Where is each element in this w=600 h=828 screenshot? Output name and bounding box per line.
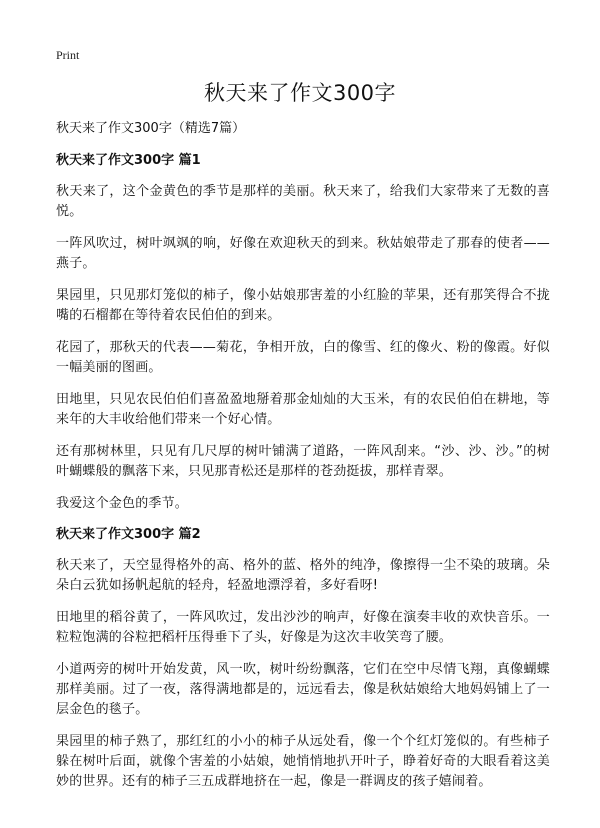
paragraph: 果园里，只见那灯笼似的柿子，像小姑娘那害羞的小红脸的苹果，还有那笑得合不拢嘴的石榴都在等待着农民伯伯的到来。 bbox=[56, 288, 550, 323]
page-title: 秋天来了作文300字 bbox=[203, 81, 397, 105]
paragraph: 还有那树林里，只见有几尺厚的树叶铺满了道路，一阵风刮来。“沙、沙、沙。”的树叶蝴蝶般的飘落下来，只见那青松还是那样的苍劲挺拔，那样青翠。 bbox=[56, 444, 550, 479]
paragraph: 田地里，只见农民伯伯们喜盈盈地掰着那金灿灿的大玉米，有的农民伯伯在耕地，等来年的大丰收给他们带来一个好心情。 bbox=[56, 392, 550, 427]
essay-section-2 bbox=[56, 526, 550, 792]
paragraph: 果园里的柿子熟了，那红红的小小的柿子从远处看，像一个个红灯笼似的。有些柿子躲在树叶后面，就像个害羞的小姑娘，她悄悄地扒开叶子，睁着好奇的大眼看着这美妙的世界。还有的柿子三五成群地挤在一起，像是一群调皮的孩子嬉闹着。 bbox=[56, 734, 550, 789]
print-link[interactable]: Print bbox=[56, 48, 80, 62]
paragraph: 秋天来了，这个金黄色的季节是那样的美丽。秋天来了，给我们大家带来了无数的喜悦。 bbox=[56, 184, 550, 219]
article-body bbox=[56, 120, 550, 804]
paragraph: 田地里的稻谷黄了，一阵风吹过，发出沙沙的响声，好像在演奏丰收的欢快音乐。一粒粒饱满的谷粒把稻杆压得垂下了头，好像是为这次丰收笑弯了腰。 bbox=[56, 610, 550, 645]
paragraph: 我爱这个金色的季节。 bbox=[56, 496, 189, 511]
paragraph: 小道两旁的树叶开始发黄，风一吹，树叶纷纷飘落，它们在空中尽情飞翔，真像蝴蝶那样美丽。过了一夜，落得满地都是的，远远看去，像是秋姑娘给大地妈妈铺上了一层金色的毯子。 bbox=[56, 662, 550, 717]
paragraph: 花园了，那秋天的代表——菊花，争相开放，白的像雪、红的像火、粉的像霞。好似一幅美丽的图画。 bbox=[56, 340, 550, 375]
section-heading: 秋天来了作文300字 篇2 bbox=[56, 527, 201, 542]
section-heading: 秋天来了作文300字 篇1 bbox=[56, 153, 201, 168]
paragraph: 一阵风吹过，树叶飒飒的响，好像在欢迎秋天的到来。秋姑娘带走了那春的使者——燕子。 bbox=[56, 236, 550, 271]
article-subtitle: 秋天来了作文300字（精选7篇） bbox=[56, 121, 246, 136]
paragraph: 秋天来了，天空显得格外的高、格外的蓝、格外的纯净，像擦得一尘不染的玻璃。朵朵白云犹如扬帆起航的轻舟，轻盈地漂浮着，多好看呀! bbox=[56, 558, 550, 593]
essay-section-1 bbox=[56, 152, 550, 514]
